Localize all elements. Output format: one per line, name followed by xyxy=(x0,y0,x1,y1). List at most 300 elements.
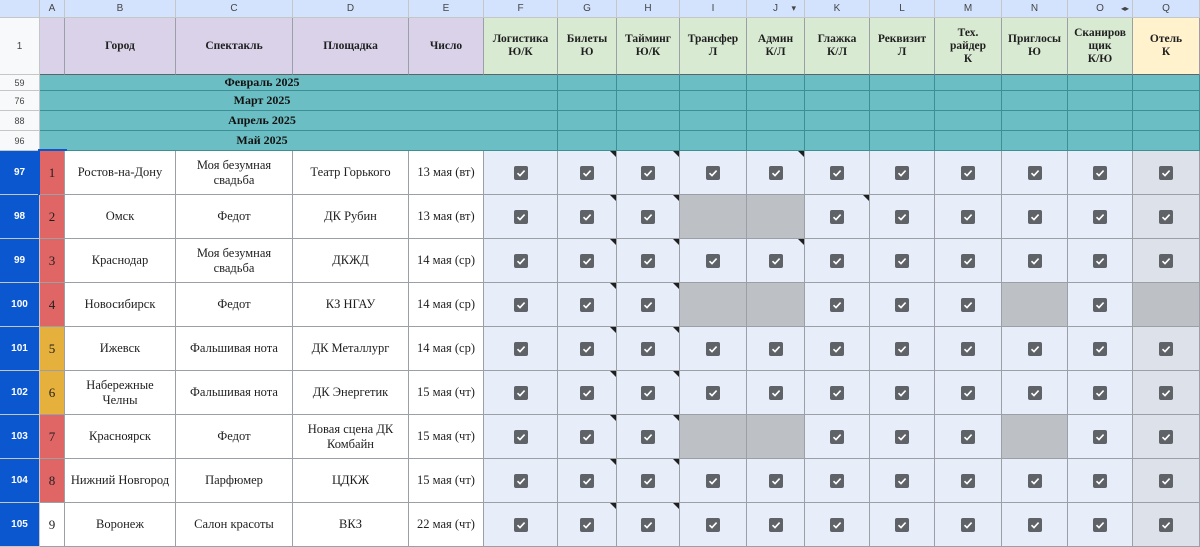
checkbox-checked-icon[interactable] xyxy=(1093,166,1107,180)
checkbox-checked-icon[interactable] xyxy=(830,474,844,488)
checkbox-cell[interactable] xyxy=(1133,371,1200,415)
month-cell xyxy=(870,131,935,151)
row-header-97[interactable]: 97 xyxy=(0,151,40,195)
row-number-cell[interactable]: 2 xyxy=(40,195,65,239)
checkbox-cell[interactable] xyxy=(558,503,617,547)
checkbox-cell[interactable] xyxy=(935,195,1002,239)
checkbox-cell[interactable] xyxy=(680,503,747,547)
checkbox-cell[interactable] xyxy=(1068,283,1133,327)
disabled-cell xyxy=(680,283,747,327)
checkbox-cell[interactable] xyxy=(1133,195,1200,239)
checkbox-cell[interactable] xyxy=(1002,503,1068,547)
play-cell[interactable]: Моя безумная свадьба xyxy=(176,151,293,195)
hidden-column-arrows-icon[interactable]: ◂▸ xyxy=(1120,4,1129,13)
checkbox-checked-icon[interactable] xyxy=(641,430,655,444)
checkbox-cell[interactable] xyxy=(558,283,617,327)
checkbox-cell[interactable] xyxy=(617,371,680,415)
venue-cell[interactable]: Новая сцена ДК Комбайн xyxy=(293,415,409,459)
checkbox-checked-icon[interactable] xyxy=(641,342,655,356)
checkbox-checked-icon[interactable] xyxy=(641,254,655,268)
checkbox-cell[interactable] xyxy=(1068,239,1133,283)
checkbox-checked-icon[interactable] xyxy=(514,166,528,180)
column-header-f[interactable]: F xyxy=(484,0,558,18)
checkbox-cell[interactable] xyxy=(1133,327,1200,371)
city-cell[interactable]: Красноярск xyxy=(65,415,176,459)
checkbox-cell[interactable] xyxy=(805,283,870,327)
checkbox-cell[interactable] xyxy=(1002,239,1068,283)
checkbox-checked-icon[interactable] xyxy=(1159,254,1173,268)
column-header-j[interactable]: J ▾ xyxy=(747,0,805,18)
comment-marker-icon xyxy=(673,371,679,377)
row-number-cell[interactable]: 9 xyxy=(40,503,65,547)
checkbox-cell[interactable] xyxy=(870,283,935,327)
checkbox-cell[interactable] xyxy=(484,459,558,503)
checkbox-checked-icon[interactable] xyxy=(961,210,975,224)
checkbox-cell[interactable] xyxy=(747,459,805,503)
checkbox-checked-icon[interactable] xyxy=(769,342,783,356)
column-header-o[interactable]: O ◂▸ xyxy=(1068,0,1133,18)
row-header-96[interactable]: 96 xyxy=(0,131,40,151)
checkbox-cell[interactable] xyxy=(1002,195,1068,239)
header-check-6: Глажка К/Л xyxy=(805,18,870,75)
city-cell[interactable]: Нижний Новгород xyxy=(65,459,176,503)
checkbox-cell[interactable] xyxy=(805,415,870,459)
month-cell xyxy=(747,131,805,151)
play-cell[interactable]: Парфюмер xyxy=(176,459,293,503)
checkbox-cell[interactable] xyxy=(484,327,558,371)
checkbox-checked-icon[interactable] xyxy=(641,518,655,532)
header-check-1: Логистика Ю/К xyxy=(484,18,558,75)
checkbox-cell[interactable] xyxy=(870,415,935,459)
row-number-cell[interactable]: 8 xyxy=(40,459,65,503)
checkbox-checked-icon[interactable] xyxy=(1093,518,1107,532)
row-number-cell[interactable]: 7 xyxy=(40,415,65,459)
checkbox-cell[interactable] xyxy=(1068,415,1133,459)
select-all-corner[interactable] xyxy=(0,0,40,18)
checkbox-cell[interactable] xyxy=(870,503,935,547)
checkbox-cell[interactable] xyxy=(484,371,558,415)
venue-cell[interactable]: ДК Рубин xyxy=(293,195,409,239)
checkbox-cell[interactable] xyxy=(1133,151,1200,195)
venue-cell[interactable]: ВКЗ xyxy=(293,503,409,547)
checkbox-cell[interactable] xyxy=(558,195,617,239)
checkbox-cell[interactable] xyxy=(484,195,558,239)
checkbox-cell[interactable] xyxy=(747,371,805,415)
checkbox-checked-icon[interactable] xyxy=(706,254,720,268)
row-header-76[interactable]: 76 xyxy=(0,91,40,111)
checkbox-cell[interactable] xyxy=(558,459,617,503)
checkbox-cell[interactable] xyxy=(1068,503,1133,547)
row-header-88[interactable]: 88 xyxy=(0,111,40,131)
city-cell[interactable]: Краснодар xyxy=(65,239,176,283)
row-header-102[interactable]: 102 xyxy=(0,371,40,415)
date-cell[interactable]: 14 мая (ср) xyxy=(409,283,484,327)
checkbox-cell[interactable] xyxy=(484,503,558,547)
checkbox-checked-icon[interactable] xyxy=(961,518,975,532)
month-cell xyxy=(484,131,558,151)
checkbox-cell[interactable] xyxy=(617,327,680,371)
header-check-7: Реквизит Л xyxy=(870,18,935,75)
column-header-e[interactable]: E xyxy=(409,0,484,18)
comment-marker-icon xyxy=(610,415,616,421)
checkbox-checked-icon[interactable] xyxy=(1028,254,1042,268)
checkbox-checked-icon[interactable] xyxy=(961,254,975,268)
checkbox-checked-icon[interactable] xyxy=(514,210,528,224)
play-cell[interactable]: Фальшивая нота xyxy=(176,327,293,371)
checkbox-checked-icon[interactable] xyxy=(1093,342,1107,356)
comment-marker-icon xyxy=(610,195,616,201)
column-header-n[interactable]: N xyxy=(1002,0,1068,18)
checkbox-cell[interactable] xyxy=(484,151,558,195)
checkbox-checked-icon[interactable] xyxy=(1159,342,1173,356)
checkbox-checked-icon[interactable] xyxy=(641,386,655,400)
checkbox-cell[interactable] xyxy=(558,151,617,195)
checkbox-checked-icon[interactable] xyxy=(961,430,975,444)
row-header-99[interactable]: 99 xyxy=(0,239,40,283)
checkbox-checked-icon[interactable] xyxy=(1028,518,1042,532)
play-cell[interactable]: Салон красоты xyxy=(176,503,293,547)
date-cell[interactable]: 13 мая (вт) xyxy=(409,195,484,239)
month-cell xyxy=(680,111,747,131)
checkbox-cell[interactable] xyxy=(617,239,680,283)
month-cell xyxy=(484,111,558,131)
disabled-cell xyxy=(1002,283,1068,327)
date-cell[interactable]: 15 мая (чт) xyxy=(409,371,484,415)
date-cell[interactable]: 15 мая (чт) xyxy=(409,415,484,459)
comment-marker-icon xyxy=(673,503,679,509)
row-header-1[interactable]: 1 xyxy=(0,18,40,75)
checkbox-cell[interactable] xyxy=(870,459,935,503)
date-cell[interactable]: 13 мая (вт) xyxy=(409,151,484,195)
row-header-104[interactable]: 104 xyxy=(0,459,40,503)
month-cell xyxy=(805,91,870,111)
checkbox-checked-icon[interactable] xyxy=(641,298,655,312)
month-cell xyxy=(1133,131,1200,151)
checkbox-checked-icon[interactable] xyxy=(895,474,909,488)
checkbox-cell[interactable] xyxy=(680,239,747,283)
venue-cell[interactable]: ЦДКЖ xyxy=(293,459,409,503)
checkbox-checked-icon[interactable] xyxy=(580,210,594,224)
checkbox-checked-icon[interactable] xyxy=(514,254,528,268)
checkbox-checked-icon[interactable] xyxy=(641,474,655,488)
checkbox-cell[interactable] xyxy=(617,459,680,503)
city-cell[interactable]: Воронеж xyxy=(65,503,176,547)
column-header-d[interactable]: D xyxy=(293,0,409,18)
city-cell[interactable]: Набережные Челны xyxy=(65,371,176,415)
row-header-59[interactable]: 59 xyxy=(0,75,40,91)
checkbox-checked-icon[interactable] xyxy=(1159,518,1173,532)
checkbox-cell[interactable] xyxy=(747,151,805,195)
city-cell[interactable]: Ижевск xyxy=(65,327,176,371)
checkbox-checked-icon[interactable] xyxy=(1093,254,1107,268)
checkbox-checked-icon[interactable] xyxy=(580,342,594,356)
checkbox-checked-icon[interactable] xyxy=(1028,474,1042,488)
row-header-98[interactable]: 98 xyxy=(0,195,40,239)
header-check-11: Отель К xyxy=(1133,18,1200,75)
column-header-a[interactable]: A xyxy=(40,0,65,18)
checkbox-cell[interactable] xyxy=(935,151,1002,195)
checkbox-checked-icon[interactable] xyxy=(1028,166,1042,180)
checkbox-checked-icon[interactable] xyxy=(830,518,844,532)
play-cell[interactable]: Фальшивая нота xyxy=(176,371,293,415)
checkbox-cell[interactable] xyxy=(1068,459,1133,503)
checkbox-cell[interactable] xyxy=(1133,503,1200,547)
checkbox-checked-icon[interactable] xyxy=(1028,386,1042,400)
row-header-103[interactable]: 103 xyxy=(0,415,40,459)
row-header-101[interactable]: 101 xyxy=(0,327,40,371)
checkbox-cell[interactable] xyxy=(870,327,935,371)
checkbox-checked-icon[interactable] xyxy=(1093,298,1107,312)
checkbox-checked-icon[interactable] xyxy=(830,166,844,180)
header-check-2: Билеты Ю xyxy=(558,18,617,75)
checkbox-cell[interactable] xyxy=(617,415,680,459)
checkbox-checked-icon[interactable] xyxy=(514,518,528,532)
comment-marker-icon xyxy=(610,371,616,377)
month-label: Февраль 2025 xyxy=(40,75,484,91)
checkbox-checked-icon[interactable] xyxy=(580,430,594,444)
checkbox-cell[interactable] xyxy=(617,151,680,195)
checkbox-cell[interactable] xyxy=(617,283,680,327)
checkbox-cell[interactable] xyxy=(1068,371,1133,415)
checkbox-cell[interactable] xyxy=(805,503,870,547)
month-cell xyxy=(617,75,680,91)
checkbox-checked-icon[interactable] xyxy=(514,342,528,356)
row-number-cell[interactable]: 3 xyxy=(40,239,65,283)
checkbox-checked-icon[interactable] xyxy=(769,386,783,400)
checkbox-checked-icon[interactable] xyxy=(641,210,655,224)
month-cell xyxy=(484,91,558,111)
date-cell[interactable]: 14 мая (ср) xyxy=(409,327,484,371)
checkbox-checked-icon[interactable] xyxy=(580,254,594,268)
checkbox-checked-icon[interactable] xyxy=(580,298,594,312)
date-cell[interactable]: 14 мая (ср) xyxy=(409,239,484,283)
row-number-cell[interactable]: 4 xyxy=(40,283,65,327)
checkbox-checked-icon[interactable] xyxy=(961,298,975,312)
header-play: Спектакль xyxy=(176,18,293,75)
month-cell xyxy=(1133,111,1200,131)
checkbox-cell[interactable] xyxy=(747,503,805,547)
disabled-cell xyxy=(1133,283,1200,327)
column-header-q[interactable]: Q xyxy=(1133,0,1200,18)
row-number-cell[interactable]: 1 xyxy=(40,151,65,195)
checkbox-cell[interactable] xyxy=(680,459,747,503)
column-header-k[interactable]: K xyxy=(805,0,870,18)
row-header-100[interactable]: 100 xyxy=(0,283,40,327)
checkbox-checked-icon[interactable] xyxy=(1093,430,1107,444)
checkbox-cell[interactable] xyxy=(680,327,747,371)
month-cell xyxy=(1002,131,1068,151)
column-header-c[interactable]: C xyxy=(176,0,293,18)
checkbox-cell[interactable] xyxy=(558,239,617,283)
venue-cell[interactable]: Театр Горького xyxy=(293,151,409,195)
checkbox-cell[interactable] xyxy=(935,503,1002,547)
checkbox-cell[interactable] xyxy=(1002,151,1068,195)
checkbox-checked-icon[interactable] xyxy=(1093,386,1107,400)
checkbox-cell[interactable] xyxy=(935,415,1002,459)
city-cell[interactable]: Новосибирск xyxy=(65,283,176,327)
checkbox-checked-icon[interactable] xyxy=(830,386,844,400)
checkbox-checked-icon[interactable] xyxy=(769,474,783,488)
checkbox-checked-icon[interactable] xyxy=(961,166,975,180)
filter-dropdown-icon[interactable]: ▾ xyxy=(791,3,796,13)
checkbox-checked-icon[interactable] xyxy=(706,342,720,356)
checkbox-cell[interactable] xyxy=(935,459,1002,503)
play-cell[interactable]: Федот xyxy=(176,283,293,327)
header-check-5: Админ К/Л xyxy=(747,18,805,75)
checkbox-cell[interactable] xyxy=(484,283,558,327)
checkbox-checked-icon[interactable] xyxy=(961,474,975,488)
row-header-105[interactable]: 105 xyxy=(0,503,40,547)
checkbox-cell[interactable] xyxy=(558,327,617,371)
checkbox-checked-icon[interactable] xyxy=(769,166,783,180)
checkbox-checked-icon[interactable] xyxy=(961,386,975,400)
checkbox-checked-icon[interactable] xyxy=(1159,430,1173,444)
checkbox-checked-icon[interactable] xyxy=(895,342,909,356)
checkbox-checked-icon[interactable] xyxy=(1028,342,1042,356)
checkbox-checked-icon[interactable] xyxy=(1028,210,1042,224)
column-header-h[interactable]: H xyxy=(617,0,680,18)
checkbox-cell[interactable] xyxy=(935,371,1002,415)
checkbox-checked-icon[interactable] xyxy=(1159,474,1173,488)
checkbox-checked-icon[interactable] xyxy=(769,518,783,532)
checkbox-cell[interactable] xyxy=(870,151,935,195)
checkbox-checked-icon[interactable] xyxy=(830,210,844,224)
checkbox-cell[interactable] xyxy=(1133,415,1200,459)
month-cell xyxy=(1068,75,1133,91)
row-number-cell[interactable]: 6 xyxy=(40,371,65,415)
checkbox-cell[interactable] xyxy=(1002,371,1068,415)
header-check-3: Тайминг Ю/К xyxy=(617,18,680,75)
disabled-cell xyxy=(680,195,747,239)
city-cell[interactable]: Ростов-на-Дону xyxy=(65,151,176,195)
checkbox-checked-icon[interactable] xyxy=(580,518,594,532)
venue-cell[interactable]: ДКЖД xyxy=(293,239,409,283)
header-date: Число xyxy=(409,18,484,75)
venue-cell[interactable]: ДК Металлург xyxy=(293,327,409,371)
checkbox-cell[interactable] xyxy=(805,371,870,415)
checkbox-checked-icon[interactable] xyxy=(706,518,720,532)
checkbox-checked-icon[interactable] xyxy=(514,298,528,312)
checkbox-checked-icon[interactable] xyxy=(830,342,844,356)
checkbox-checked-icon[interactable] xyxy=(895,254,909,268)
checkbox-cell[interactable] xyxy=(747,239,805,283)
checkbox-cell[interactable] xyxy=(805,239,870,283)
checkbox-checked-icon[interactable] xyxy=(769,254,783,268)
checkbox-cell[interactable] xyxy=(1002,459,1068,503)
checkbox-cell[interactable] xyxy=(1068,195,1133,239)
row-number-cell[interactable]: 5 xyxy=(40,327,65,371)
date-cell[interactable]: 22 мая (чт) xyxy=(409,503,484,547)
checkbox-checked-icon[interactable] xyxy=(580,474,594,488)
checkbox-cell[interactable] xyxy=(558,415,617,459)
checkbox-cell[interactable] xyxy=(680,151,747,195)
checkbox-cell[interactable] xyxy=(1133,239,1200,283)
checkbox-cell[interactable] xyxy=(1068,151,1133,195)
play-cell[interactable]: Моя безумная свадьба xyxy=(176,239,293,283)
disabled-cell xyxy=(747,415,805,459)
city-cell[interactable]: Омск xyxy=(65,195,176,239)
checkbox-cell[interactable] xyxy=(870,195,935,239)
checkbox-checked-icon[interactable] xyxy=(706,386,720,400)
play-cell[interactable]: Федот xyxy=(176,415,293,459)
checkbox-cell[interactable] xyxy=(935,283,1002,327)
column-header-b[interactable]: B xyxy=(65,0,176,18)
month-cell xyxy=(680,91,747,111)
comment-marker-icon xyxy=(610,283,616,289)
month-cell xyxy=(617,111,680,131)
column-header-i[interactable]: I xyxy=(680,0,747,18)
checkbox-cell[interactable] xyxy=(484,415,558,459)
column-header-m[interactable]: M xyxy=(935,0,1002,18)
checkbox-checked-icon[interactable] xyxy=(1093,210,1107,224)
checkbox-checked-icon[interactable] xyxy=(895,386,909,400)
venue-cell[interactable]: ДК Энергетик xyxy=(293,371,409,415)
checkbox-cell[interactable] xyxy=(805,195,870,239)
checkbox-cell[interactable] xyxy=(935,239,1002,283)
checkbox-checked-icon[interactable] xyxy=(895,430,909,444)
checkbox-cell[interactable] xyxy=(935,327,1002,371)
checkbox-cell[interactable] xyxy=(805,459,870,503)
column-header-l[interactable]: L xyxy=(870,0,935,18)
checkbox-checked-icon[interactable] xyxy=(895,166,909,180)
comment-marker-icon xyxy=(673,459,679,465)
checkbox-checked-icon[interactable] xyxy=(895,298,909,312)
checkbox-cell[interactable] xyxy=(870,239,935,283)
checkbox-cell[interactable] xyxy=(617,503,680,547)
checkbox-checked-icon[interactable] xyxy=(895,518,909,532)
checkbox-checked-icon[interactable] xyxy=(514,430,528,444)
checkbox-checked-icon[interactable] xyxy=(706,474,720,488)
checkbox-checked-icon[interactable] xyxy=(580,166,594,180)
checkbox-checked-icon[interactable] xyxy=(514,474,528,488)
month-cell xyxy=(870,91,935,111)
date-cell[interactable]: 15 мая (чт) xyxy=(409,459,484,503)
checkbox-cell[interactable] xyxy=(558,371,617,415)
month-label: Март 2025 xyxy=(40,91,484,111)
checkbox-cell[interactable] xyxy=(484,239,558,283)
header-check-9: Приглосы Ю xyxy=(1002,18,1068,75)
checkbox-checked-icon[interactable] xyxy=(641,166,655,180)
checkbox-checked-icon[interactable] xyxy=(830,298,844,312)
checkbox-checked-icon[interactable] xyxy=(1159,386,1173,400)
checkbox-checked-icon[interactable] xyxy=(514,386,528,400)
checkbox-cell[interactable] xyxy=(680,371,747,415)
checkbox-cell[interactable] xyxy=(1068,327,1133,371)
checkbox-cell[interactable] xyxy=(1002,327,1068,371)
checkbox-checked-icon[interactable] xyxy=(1159,166,1173,180)
checkbox-cell[interactable] xyxy=(1133,459,1200,503)
checkbox-checked-icon[interactable] xyxy=(830,430,844,444)
checkbox-checked-icon[interactable] xyxy=(961,342,975,356)
checkbox-checked-icon[interactable] xyxy=(1159,210,1173,224)
checkbox-checked-icon[interactable] xyxy=(895,210,909,224)
header-venue: Площадка xyxy=(293,18,409,75)
month-cell xyxy=(805,75,870,91)
column-header-g[interactable]: G xyxy=(558,0,617,18)
checkbox-cell[interactable] xyxy=(870,371,935,415)
checkbox-cell[interactable] xyxy=(805,327,870,371)
play-cell[interactable]: Федот xyxy=(176,195,293,239)
venue-cell[interactable]: КЗ НГАУ xyxy=(293,283,409,327)
checkbox-cell[interactable] xyxy=(805,151,870,195)
checkbox-cell[interactable] xyxy=(747,327,805,371)
checkbox-checked-icon[interactable] xyxy=(580,386,594,400)
checkbox-checked-icon[interactable] xyxy=(830,254,844,268)
checkbox-checked-icon[interactable] xyxy=(1093,474,1107,488)
checkbox-cell[interactable] xyxy=(617,195,680,239)
comment-marker-icon xyxy=(610,151,616,157)
checkbox-checked-icon[interactable] xyxy=(706,166,720,180)
